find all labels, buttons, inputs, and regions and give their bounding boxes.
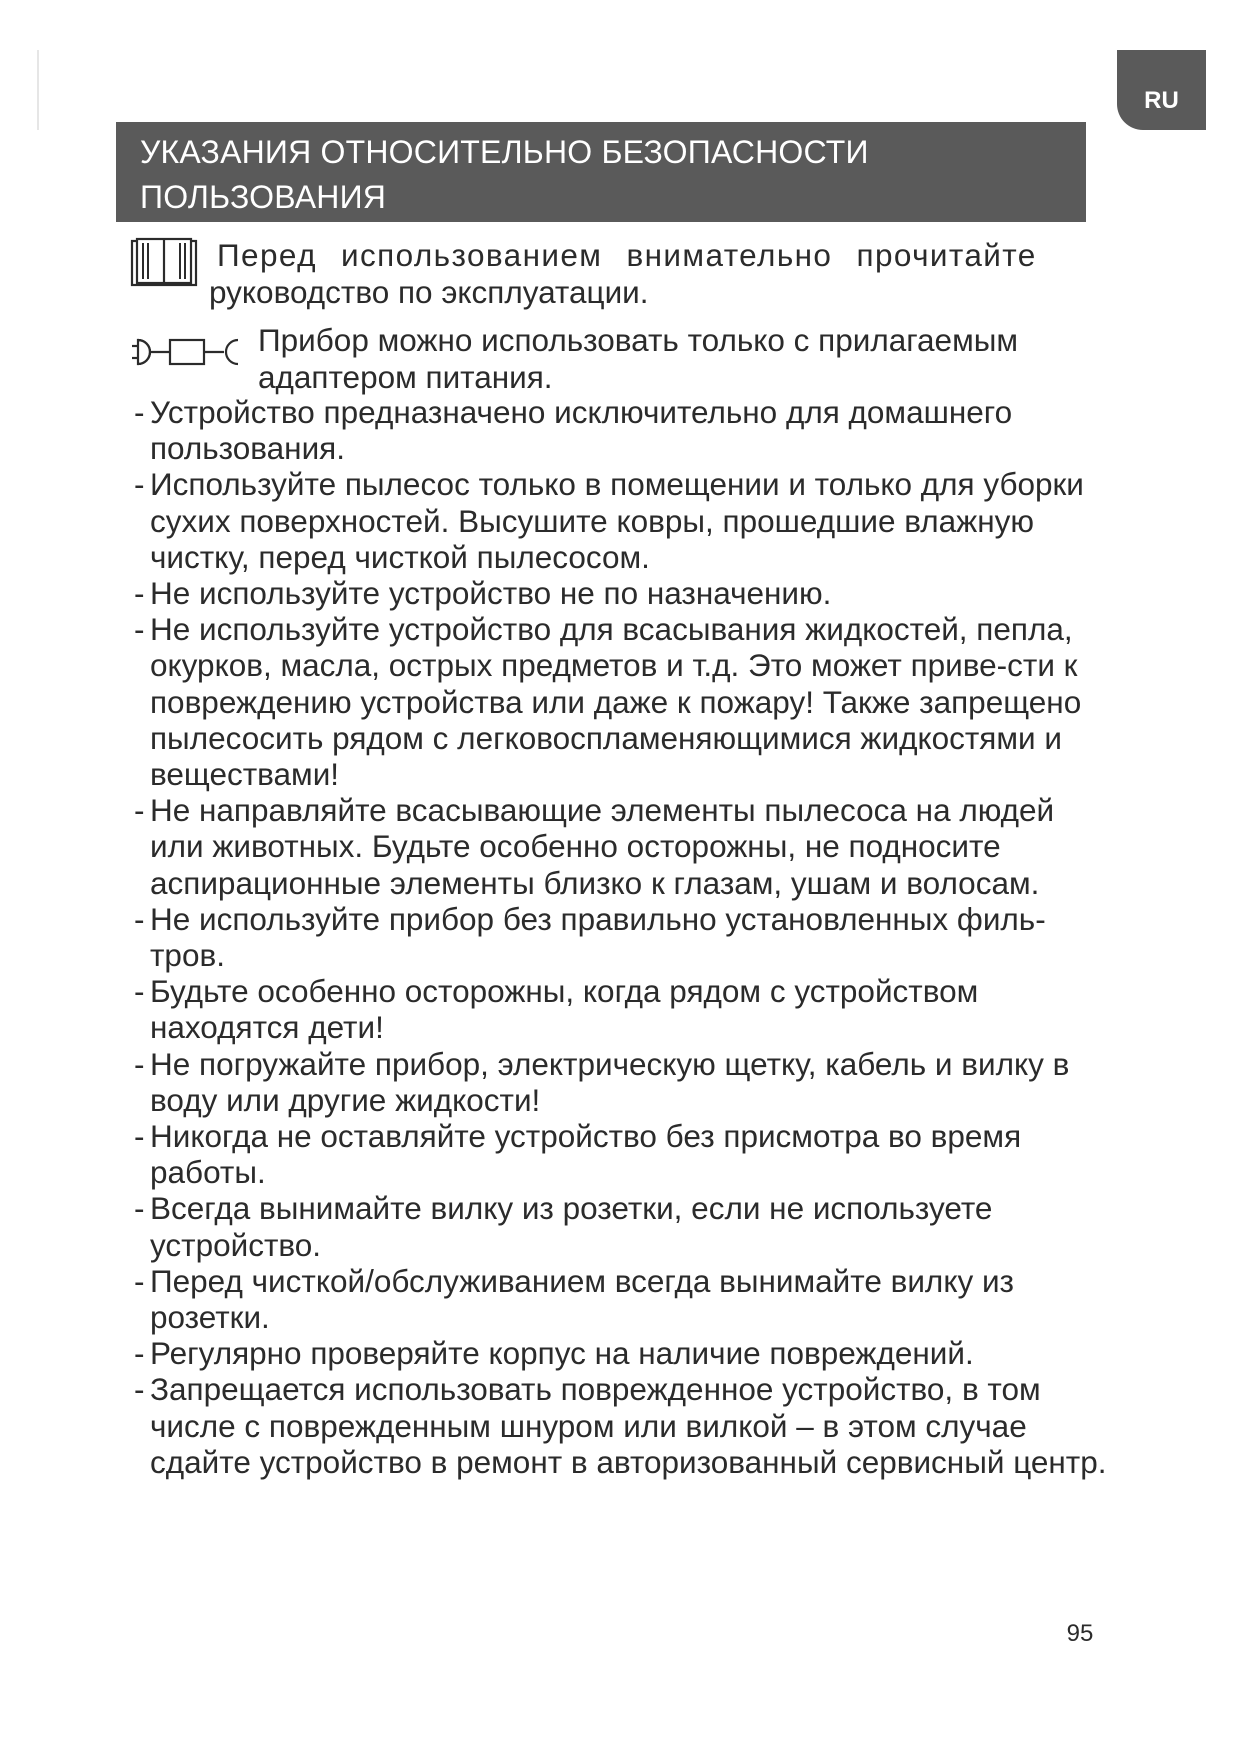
bullet-dash: - <box>134 1045 145 1082</box>
list-item-text: Устройство предназначено исключительно для домашнего пользования. <box>150 394 1013 467</box>
list-item <box>134 611 1114 792</box>
bullet-dash: - <box>134 466 145 503</box>
note-adapter <box>258 322 1098 396</box>
list-item <box>134 973 1114 1045</box>
margin-rule <box>37 50 39 130</box>
note-adapter-line1: Прибор можно использовать только с прилагаемым <box>258 322 1019 358</box>
note-read-manual-line2: руководство по эксплуатации. <box>209 274 649 310</box>
section-title-line2: ПОЛЬЗОВАНИЯ <box>140 179 387 215</box>
list-item <box>134 394 1114 466</box>
bullet-dash: - <box>134 900 145 937</box>
list-item-text: Не используйте устройство для всасывания жидкостей, пепла, окурков, масла, острых предметов и т.д. Это может приве-сти к повреждению устройства или даже к пожару! Также запрещено пылесосить рядом с легковоспламеняющимися жидкостями и веществами! <box>150 611 1082 793</box>
list-item <box>134 1190 1114 1262</box>
list-item-text: Всегда вынимайте вилку из розетки, если не используете устройство. <box>150 1190 993 1263</box>
list-item-text: Не используйте устройство не по назначению. <box>150 575 832 612</box>
list-item <box>134 901 1114 973</box>
list-item <box>134 792 1114 901</box>
manual-book-icon <box>130 237 198 287</box>
power-adapter-icon <box>130 332 242 372</box>
section-title-line1: УКАЗАНИЯ ОТНОСИТЕЛЬНО БЕЗОПАСНОСТИ <box>140 134 869 170</box>
section-header <box>116 122 1086 222</box>
list-item <box>134 466 1114 575</box>
list-item-text: Перед чисткой/обслуживанием всегда вынимайте вилку из розетки. <box>150 1262 1014 1336</box>
bullet-dash: - <box>134 973 145 1010</box>
list-item-text: Не погружайте прибор, электрическую щетку, кабель и вилку в воду или другие жидкости! <box>150 1045 1070 1118</box>
safety-instructions-list <box>134 394 1114 1480</box>
list-item-text: Регулярно проверяйте корпус на наличие повреждений. <box>150 1335 974 1372</box>
language-code: RU <box>1144 87 1179 114</box>
bullet-dash: - <box>134 611 145 648</box>
note-read-manual <box>209 237 1099 311</box>
bullet-dash: - <box>134 1335 145 1372</box>
language-tab <box>1117 50 1206 130</box>
list-item <box>134 575 1114 611</box>
list-item-text: Не используйте прибор без правильно установленных филь-тров. <box>150 900 1046 974</box>
note-read-manual-line1: Перед использованием внимательно прочитайте <box>217 237 1037 273</box>
list-item-text: Не направляйте всасывающие элементы пылесоса на людей или животных. Будьте особенно осторожны, не подносите аспирационные элементы близко к глазам, ушам и волосам. <box>150 792 1055 901</box>
list-item-text: Никогда не оставляйте устройство без присмотра во время работы. <box>150 1118 1022 1191</box>
bullet-dash: - <box>134 1118 145 1155</box>
list-item <box>134 1371 1114 1480</box>
note-adapter-line2: адаптером питания. <box>258 359 553 395</box>
list-item-text: Будьте особенно осторожны, когда рядом с устройством находятся дети! <box>150 973 979 1046</box>
list-item <box>134 1263 1114 1335</box>
bullet-dash: - <box>134 394 145 430</box>
bullet-dash: - <box>134 792 145 829</box>
bullet-dash: - <box>134 1371 145 1408</box>
bullet-dash: - <box>134 1190 145 1227</box>
page-number: 95 <box>1066 1620 1094 1647</box>
list-item <box>134 1118 1114 1190</box>
bullet-dash: - <box>134 575 145 612</box>
bullet-dash: - <box>134 1262 145 1299</box>
list-item <box>134 1046 1114 1118</box>
list-item-text: Используйте пылесос только в помещении и только для уборки сухих поверхностей. Высушите ковры, прошедшие влажную чистку, перед чисткой пылесосом. <box>150 466 1084 575</box>
list-item-text: Запрещается использовать поврежденное устройство, в том числе с поврежденным шнуром или вилкой – в этом случае сдайте устройство в ремонт в авторизованный сервисный центр. <box>150 1371 1107 1480</box>
list-item <box>134 1335 1114 1371</box>
